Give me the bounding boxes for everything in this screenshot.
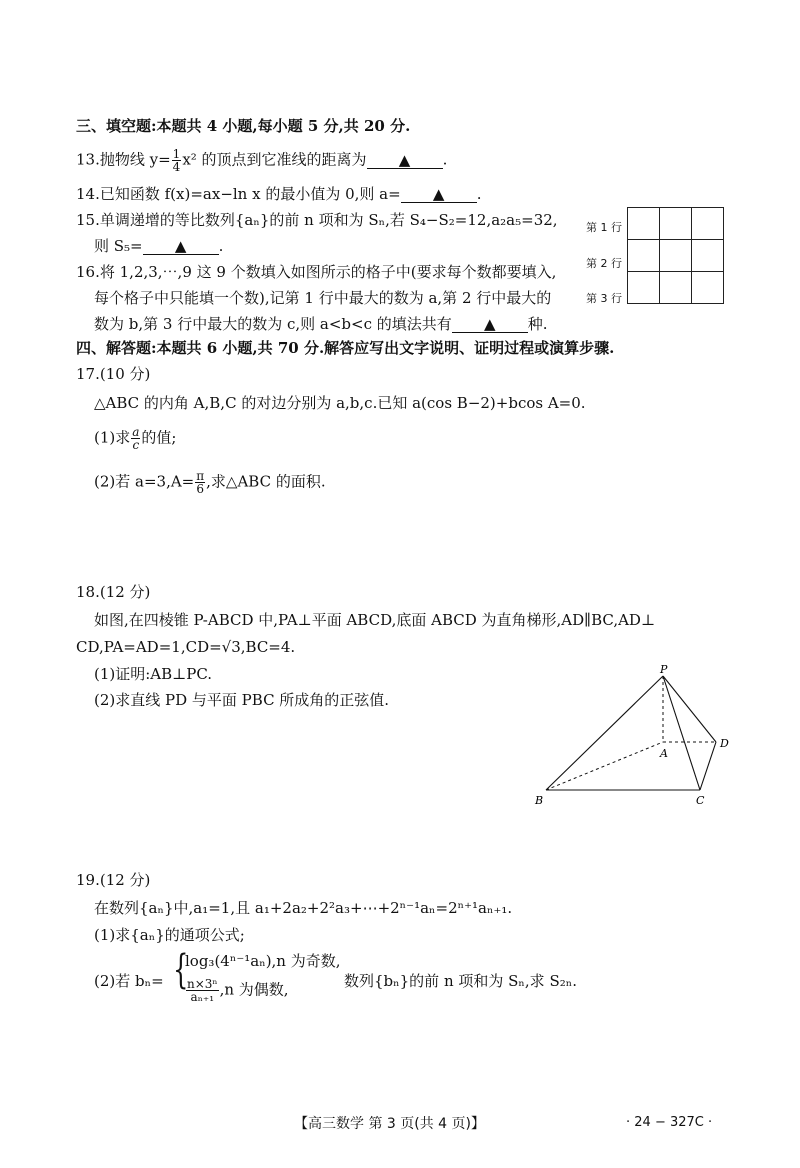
q14-answer-blank <box>401 186 477 203</box>
q13-answer-blank <box>367 152 443 169</box>
q17-p2-fraction <box>195 470 205 495</box>
q14-text: 已知函数 f(x)=ax−ln x 的最小值为 0,则 a= <box>99 185 401 203</box>
q19-p2-suffix: 数列{bₙ}的前 n 项和为 Sₙ,求 S₂ₙ. <box>344 972 577 990</box>
q13-frac-den: 4 <box>172 160 181 174</box>
q18-line-2: CD,PA=AD=1,CD=√3,BC=4. <box>76 638 296 656</box>
q17-p2-den: 6 <box>196 482 205 496</box>
q14-number: 14. <box>76 185 100 203</box>
number-grid-3x3 <box>627 207 724 304</box>
grid-row <box>628 240 724 272</box>
q13-frac-num: 1 <box>172 147 181 161</box>
piecewise-brace: { <box>173 947 189 993</box>
q17-stem: △ABC 的内角 A,B,C 的对边分别为 a,b,c.已知 a(cos B−2)+bcos A=0. <box>94 394 586 412</box>
q13-number: 13. <box>76 150 100 169</box>
vertex-label-D: D <box>720 737 729 750</box>
q16-line-3-prefix: 数为 b,第 3 行中最大的数为 c,则 a<b<c 的填法共有 <box>94 315 452 333</box>
q17-number: 17.(10 分) <box>76 365 151 383</box>
grid-row-label-3: 第 3 行 <box>586 292 622 305</box>
q17-p1-num: a <box>132 425 140 439</box>
q16-number: 16. <box>76 263 100 281</box>
question-16-line-2: 每个格子中只能填一个数),记第 1 行中最大的数为 a,第 2 行中最大的 <box>94 289 552 307</box>
vertex-label-A: A <box>660 747 668 760</box>
q16-line-3-suffix: 种. <box>527 315 548 333</box>
q17-p2-suffix: ,求△ABC 的面积. <box>206 472 326 491</box>
q17-p1-fraction <box>131 426 140 451</box>
q13-end: . <box>442 150 448 169</box>
q15-end: . <box>218 237 224 255</box>
edge-PB <box>546 676 663 790</box>
q15-line-2-prefix: 则 S₅= <box>94 237 143 255</box>
question-15-line-1 <box>76 210 558 230</box>
page-footer-center: 【高三数学 第 3 页(共 4 页)】 <box>294 1116 485 1132</box>
q19-case-2-num: n×3ⁿ <box>187 977 218 991</box>
q15-answer-blank <box>143 238 219 255</box>
question-13 <box>76 148 447 173</box>
q17-p2-num: π <box>196 469 205 483</box>
vertex-label-C: C <box>696 794 705 807</box>
q17-part-2 <box>94 470 326 495</box>
q15-number: 15. <box>76 211 100 229</box>
q19-case-2-fraction <box>186 978 219 1003</box>
edge-AB-hidden <box>546 742 663 790</box>
edge-CD <box>700 742 716 790</box>
q18-number: 18.(12 分) <box>76 583 151 601</box>
q18-part-2: (2)求直线 PD 与平面 PBC 所成角的正弦值. <box>94 691 390 709</box>
edge-PC <box>663 676 700 790</box>
q18-line-1: 如图,在四棱锥 P-ABCD 中,PA⊥平面 ABCD,底面 ABCD 为直角梯形,AD∥BC,AD⊥ <box>94 611 656 629</box>
edge-PD <box>663 676 716 742</box>
q19-case-2-den: aₙ₊₁ <box>190 990 215 1004</box>
q14-end: . <box>476 185 482 203</box>
section-4-header: 四、解答题:本题共 6 小题,共 70 分.解答应写出文字说明、证明过程或演算步骤. <box>76 339 615 357</box>
grid-cell <box>628 272 660 304</box>
grid-cell <box>660 208 692 240</box>
q13-text-1: 抛物线 y= <box>99 150 171 169</box>
q13-fraction <box>172 148 182 173</box>
q17-p1-prefix: (1)求 <box>94 428 131 447</box>
pyramid-figure <box>530 660 740 810</box>
grid-row <box>628 208 724 240</box>
grid-cell <box>692 208 724 240</box>
grid-cell <box>660 272 692 304</box>
grid-row-label-2: 第 2 行 <box>586 257 622 270</box>
q19-case-2-suffix: ,n 为偶数, <box>219 980 289 999</box>
question-15-line-2 <box>94 236 223 256</box>
q17-p1-den: c <box>132 438 140 452</box>
grid-cell <box>660 240 692 272</box>
q19-number: 19.(12 分) <box>76 871 151 889</box>
grid-cell <box>628 240 660 272</box>
grid-row-label-1: 第 1 行 <box>586 221 622 234</box>
q19-stem: 在数列{aₙ}中,a₁=1,且 a₁+2a₂+2²a₃+⋯+2ⁿ⁻¹aₙ=2ⁿ⁺¹aₙ₊₁. <box>94 899 513 917</box>
q16-blank-marker: ▲ <box>484 315 496 333</box>
q19-case-2 <box>185 978 289 1003</box>
q19-p2-prefix: (2)若 bₙ= <box>94 972 164 990</box>
q17-p2-prefix: (2)若 a=3,A= <box>94 472 195 491</box>
section-3-header: 三、填空题:本题共 4 小题,每小题 5 分,共 20 分. <box>76 117 411 135</box>
page-footer-code: · 24 − 327C · <box>626 1115 713 1130</box>
grid-cell <box>692 240 724 272</box>
vertex-label-B: B <box>535 794 544 807</box>
vertex-label-P: P <box>660 663 668 676</box>
q15-blank-marker: ▲ <box>174 237 187 255</box>
q16-line-1-text: 将 1,2,3,⋯,9 这 9 个数填入如图所示的格子中(要求每个数都要填入, <box>99 263 557 281</box>
q17-p1-suffix: 的值; <box>141 428 177 447</box>
question-16-line-3 <box>94 314 548 334</box>
q19-part-1: (1)求{aₙ}的通项公式; <box>94 926 245 944</box>
q13-text-2: x² 的顶点到它准线的距离为 <box>182 150 367 169</box>
q14-blank-marker: ▲ <box>432 185 445 203</box>
question-16-line-1 <box>76 262 556 282</box>
question-14 <box>76 184 481 204</box>
q16-answer-blank <box>452 316 528 333</box>
grid-row <box>628 272 724 304</box>
q15-line-1-text: 单调递增的等比数列{aₙ}的前 n 项和为 Sₙ,若 S₄−S₂=12,a₂a₅=32, <box>99 211 558 229</box>
q18-part-1: (1)证明:AB⊥PC. <box>94 665 213 683</box>
grid-cell <box>628 208 660 240</box>
q17-part-1 <box>94 426 176 451</box>
grid-cell <box>692 272 724 304</box>
q13-blank-marker: ▲ <box>398 150 411 169</box>
q19-case-1: log₃(4ⁿ⁻¹aₙ),n 为奇数, <box>185 952 341 970</box>
